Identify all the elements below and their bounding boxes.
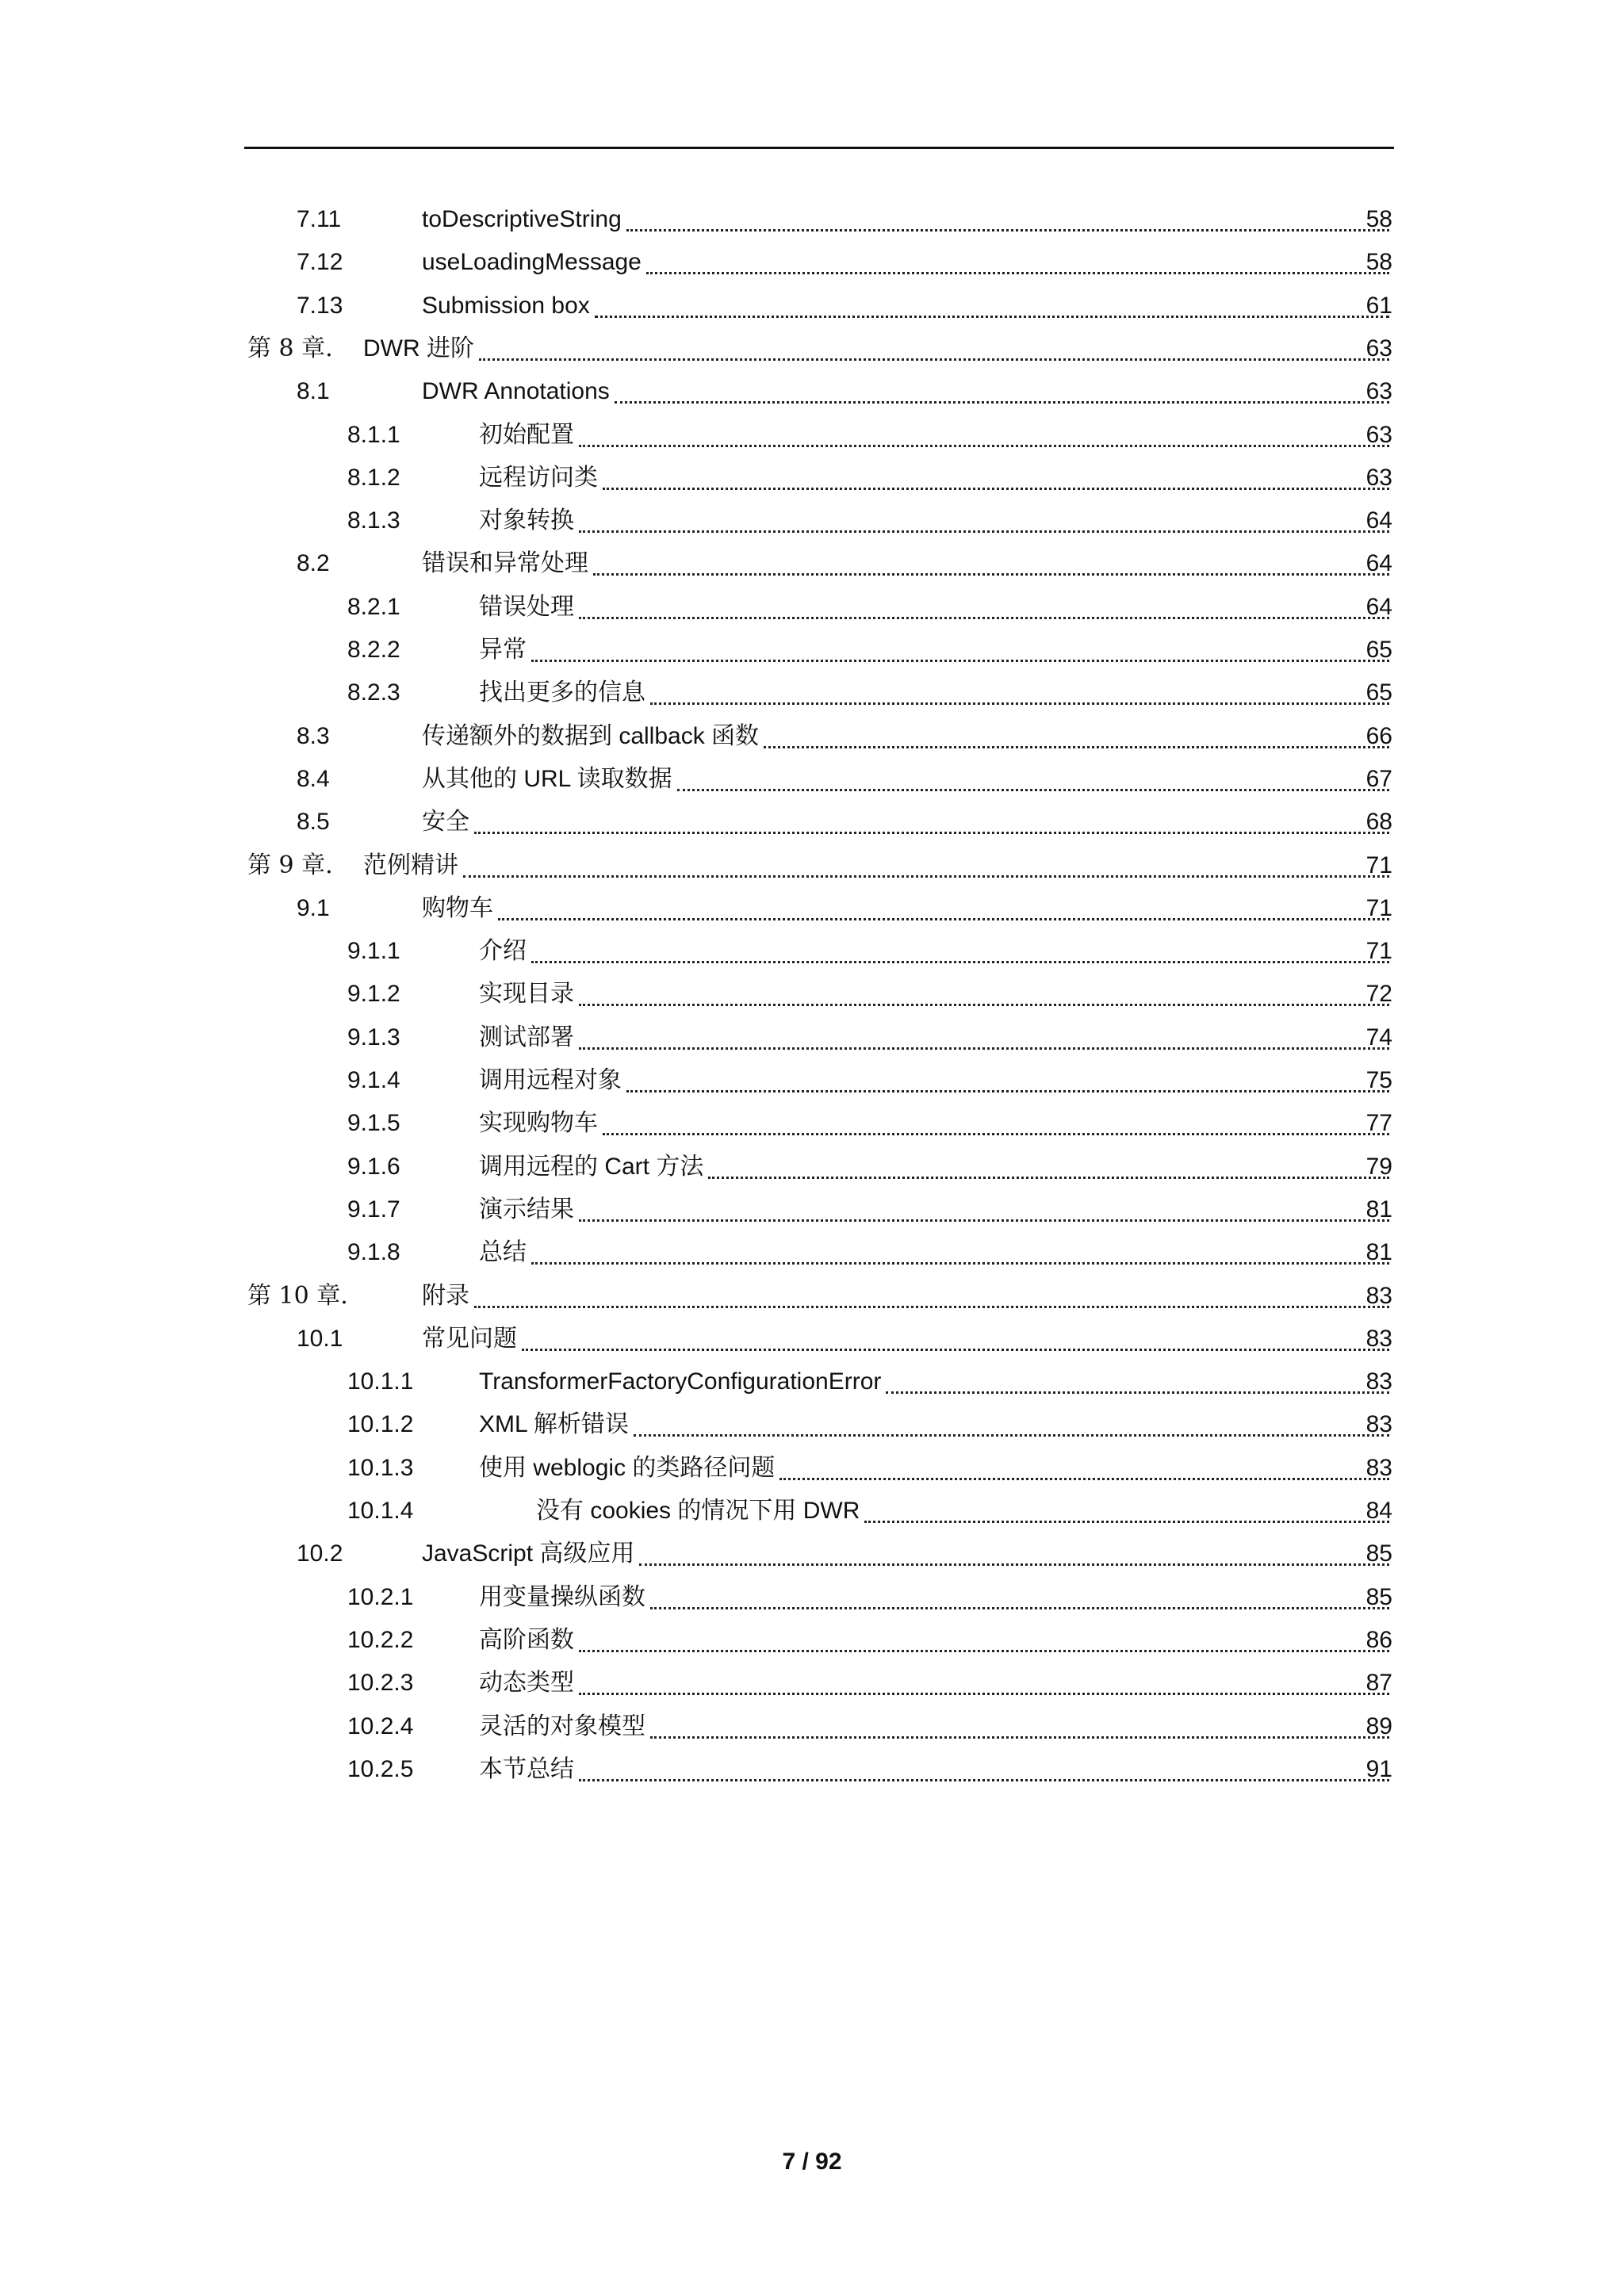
toc-entry-number: 第 8 章.: [247, 334, 333, 362]
toc-entry-page: 64: [1365, 593, 1392, 620]
toc-entry-title: 测试部署: [479, 1024, 574, 1050]
toc-entry-number: 8.1.2: [347, 464, 400, 491]
toc-entry-page: 75: [1365, 1067, 1392, 1093]
toc-entry-title: Submission box: [422, 292, 590, 319]
toc-entry-title: DWR 进阶: [363, 335, 474, 362]
toc-entry-title: 附录: [422, 1282, 469, 1309]
toc-entry[interactable]: [0, 542, 1624, 585]
toc-entry-number: 10.2.2: [347, 1626, 414, 1653]
toc-entry[interactable]: [0, 629, 1624, 672]
toc-entry[interactable]: [0, 844, 1624, 887]
toc-entry-title: 错误处理: [479, 593, 574, 620]
toc-entry-number: 10.2.4: [347, 1712, 414, 1739]
toc-entry-number: 8.5: [297, 809, 330, 836]
toc-entry-title: 没有 cookies 的情况下用 DWR: [536, 1498, 860, 1524]
toc-entry[interactable]: [0, 285, 1624, 327]
toc-entry-number: 9.1.3: [347, 1024, 400, 1050]
toc-entry[interactable]: [0, 241, 1624, 284]
toc-entry-title: 使用 weblogic 的类路径问题: [479, 1454, 776, 1481]
dot-leader: [595, 316, 1389, 318]
toc-entry[interactable]: [0, 801, 1624, 844]
toc-entry-page: 84: [1365, 1498, 1392, 1524]
toc-entry-number: 9.1.5: [347, 1110, 400, 1137]
toc-entry-number: 9.1.7: [347, 1196, 400, 1223]
dot-leader: [886, 1391, 1389, 1394]
dot-leader: [650, 1736, 1389, 1739]
toc-entry-page: 63: [1365, 464, 1392, 491]
toc-entry-number: 9.1.6: [347, 1153, 400, 1180]
toc-entry-page: 81: [1365, 1239, 1392, 1266]
toc-entry-title: XML 解析错误: [479, 1411, 629, 1438]
toc-entry-title: DWR Annotations: [422, 378, 610, 405]
dot-leader: [764, 746, 1389, 748]
toc-entry-number: 10.1.2: [347, 1411, 414, 1438]
toc-entry-page: 79: [1365, 1153, 1392, 1180]
dot-leader: [579, 1004, 1389, 1006]
dot-leader: [522, 1349, 1389, 1351]
toc-entry-page: 87: [1365, 1670, 1392, 1697]
dot-leader: [531, 1262, 1389, 1265]
toc-entry[interactable]: [0, 1231, 1624, 1274]
toc-entry-title: 实现购物车: [479, 1110, 598, 1137]
toc-entry-number: 8.2.1: [347, 593, 400, 620]
toc-entry[interactable]: [0, 887, 1624, 930]
toc-entry[interactable]: [0, 1748, 1624, 1791]
toc-entry-page: 72: [1365, 981, 1392, 1008]
toc-entry[interactable]: [0, 198, 1624, 241]
toc-entry[interactable]: [0, 672, 1624, 714]
dot-leader: [650, 702, 1389, 705]
toc-entry-page: 85: [1365, 1583, 1392, 1610]
toc-entry-title: JavaScript 高级应用: [422, 1540, 635, 1567]
toc-entry[interactable]: [0, 1447, 1624, 1490]
toc-entry-title: 常见问题: [422, 1325, 517, 1352]
toc-entry-title: 调用远程的 Cart 方法: [479, 1153, 704, 1180]
toc-entry[interactable]: [0, 1705, 1624, 1748]
dot-leader: [603, 488, 1389, 490]
toc-entry-page: 83: [1365, 1282, 1392, 1309]
toc-entry-title: 传递额外的数据到 callback 函数: [422, 722, 760, 749]
toc-entry-title: useLoadingMessage: [422, 249, 642, 276]
toc-entry-title: TransformerFactoryConfigurationError: [479, 1368, 882, 1395]
toc-entry-title: 初始配置: [479, 421, 574, 448]
toc-entry-title: 购物车: [422, 894, 493, 921]
toc-entry-title: 错误和异常处理: [422, 550, 588, 577]
dot-leader: [579, 1219, 1389, 1222]
toc-entry[interactable]: [0, 1662, 1624, 1705]
toc-entry-page: 71: [1365, 894, 1392, 921]
toc-entry-page: 91: [1365, 1755, 1392, 1782]
toc-entry-title: 实现目录: [479, 981, 574, 1008]
toc-entry-title: 远程访问类: [479, 464, 598, 491]
toc-entry-number: 9.1.4: [347, 1067, 400, 1093]
dot-leader: [579, 530, 1389, 533]
dot-leader: [579, 1650, 1389, 1652]
toc-entry[interactable]: [0, 1533, 1624, 1575]
toc-entry-number: 10.2: [297, 1540, 343, 1567]
toc-entry-title: 找出更多的信息: [479, 679, 645, 706]
dot-leader: [864, 1521, 1389, 1523]
toc-entry[interactable]: [0, 1318, 1624, 1360]
toc-entry[interactable]: [0, 327, 1624, 370]
toc-entry-page: 83: [1365, 1454, 1392, 1481]
toc-entry-title: 本节总结: [479, 1755, 574, 1782]
toc-entry-page: 74: [1365, 1024, 1392, 1050]
dot-leader: [579, 617, 1389, 619]
toc-entry-number: 8.1.1: [347, 421, 400, 448]
toc-entry-title: 高阶函数: [479, 1626, 574, 1653]
toc-entry-title: 用变量操纵函数: [479, 1583, 645, 1610]
toc-entry-page: 67: [1365, 765, 1392, 792]
toc-entry-page: 65: [1365, 637, 1392, 663]
page-number: 7 / 92: [782, 2149, 842, 2175]
toc-entry-number: 7.11: [297, 206, 342, 232]
toc-entry-title: 演示结果: [479, 1196, 574, 1223]
toc-entry[interactable]: [0, 1275, 1624, 1318]
toc-entry-number: 第 9 章.: [247, 851, 333, 879]
toc-entry-title: 介绍: [479, 938, 527, 965]
toc-entry[interactable]: [0, 1403, 1624, 1446]
dot-leader: [579, 1047, 1389, 1050]
toc-entry[interactable]: [0, 586, 1624, 629]
dot-leader: [626, 229, 1389, 232]
toc-entry[interactable]: [0, 1016, 1624, 1059]
toc-entry-page: 77: [1365, 1110, 1392, 1137]
toc-entry-number: 8.3: [297, 722, 330, 749]
toc-entry[interactable]: [0, 715, 1624, 758]
toc-entry-title: 范例精讲: [363, 851, 458, 878]
toc-entry-page: 63: [1365, 378, 1392, 405]
toc-entry-number: 10.1: [297, 1325, 343, 1352]
dot-leader: [650, 1607, 1389, 1609]
toc-entry[interactable]: [0, 973, 1624, 1016]
toc-entry-page: 86: [1365, 1626, 1392, 1653]
toc-entry-number: 9.1: [297, 894, 330, 921]
toc-entry-page: 68: [1365, 809, 1392, 836]
dot-leader: [603, 1133, 1389, 1135]
toc-entry-title: 对象转换: [479, 507, 574, 534]
toc-entry[interactable]: [0, 414, 1624, 457]
dot-leader: [579, 1779, 1389, 1781]
toc-entry[interactable]: [0, 499, 1624, 542]
toc-entry[interactable]: [0, 370, 1624, 413]
toc-entry-number: 8.2.2: [347, 637, 400, 663]
toc-entry-title: 调用远程对象: [479, 1067, 622, 1093]
toc-entry-page: 58: [1365, 206, 1392, 232]
toc-entry-number: 10.2.1: [347, 1583, 414, 1610]
toc-entry-number: 10.1.4: [347, 1498, 414, 1524]
toc-entry[interactable]: [0, 1576, 1624, 1619]
toc-entry-title: 异常: [479, 637, 527, 663]
toc-entry-page: 63: [1365, 335, 1392, 362]
dot-leader: [463, 875, 1389, 878]
toc-entry[interactable]: [0, 1188, 1624, 1231]
toc-entry[interactable]: [0, 1490, 1624, 1533]
toc-entry-number: 9.1.2: [347, 981, 400, 1008]
dot-leader: [639, 1563, 1389, 1566]
toc-entry-page: 89: [1365, 1712, 1392, 1739]
toc-entry-number: 10.2.3: [347, 1670, 414, 1697]
toc-entry-number: 8.4: [297, 765, 330, 792]
toc-entry-number: 8.1: [297, 378, 330, 405]
dot-leader: [615, 401, 1389, 404]
toc-entry-number: 10.1.3: [347, 1454, 414, 1481]
dot-leader: [634, 1434, 1389, 1437]
toc-entry-title: 灵活的对象模型: [479, 1712, 645, 1739]
toc-entry-number: 8.2.3: [347, 679, 400, 706]
dot-leader: [531, 961, 1389, 963]
toc-entry[interactable]: [0, 457, 1624, 499]
toc-entry[interactable]: [0, 1619, 1624, 1662]
toc-entry-page: 81: [1365, 1196, 1392, 1223]
toc-entry[interactable]: [0, 758, 1624, 801]
toc-entry-page: 83: [1365, 1368, 1392, 1395]
toc-entry[interactable]: [0, 1146, 1624, 1188]
toc-entry-number: 7.13: [297, 292, 343, 319]
toc-entry-number: 10.1.1: [347, 1368, 414, 1395]
toc-entry-number: 9.1.1: [347, 938, 400, 965]
toc-entry-page: 85: [1365, 1540, 1392, 1567]
toc-entry-number: 9.1.8: [347, 1239, 400, 1266]
dot-leader: [626, 1090, 1389, 1093]
dot-leader: [593, 573, 1389, 576]
toc-entry-page: 64: [1365, 550, 1392, 577]
toc-entry[interactable]: [0, 930, 1624, 973]
toc-entry-title: 动态类型: [479, 1670, 574, 1697]
toc-entry-page: 58: [1365, 249, 1392, 276]
toc-entry-page: 83: [1365, 1411, 1392, 1438]
dot-leader: [646, 272, 1389, 274]
header-rule: [244, 147, 1394, 149]
toc-entry[interactable]: [0, 1360, 1624, 1403]
toc-entry-number: 第 10 章.: [247, 1281, 348, 1310]
toc-entry[interactable]: [0, 1102, 1624, 1145]
toc-entry-page: 83: [1365, 1325, 1392, 1352]
toc-entry-title: 总结: [479, 1239, 527, 1266]
toc-entry-page: 71: [1365, 851, 1392, 878]
dot-leader: [779, 1478, 1389, 1480]
toc-entry-page: 66: [1365, 722, 1392, 749]
dot-leader: [579, 445, 1389, 447]
toc-entry[interactable]: [0, 1059, 1624, 1102]
toc-entry-number: 10.2.5: [347, 1755, 414, 1782]
toc-entry-title: 从其他的 URL 读取数据: [422, 765, 672, 792]
dot-leader: [498, 918, 1389, 920]
dot-leader: [474, 832, 1389, 834]
toc-entry-page: 61: [1365, 292, 1392, 319]
dot-leader: [479, 358, 1389, 361]
toc-entry-number: 8.1.3: [347, 507, 400, 534]
toc-entry-title: toDescriptiveString: [422, 206, 622, 232]
dot-leader: [677, 789, 1389, 791]
dot-leader: [708, 1177, 1389, 1179]
toc-entry-page: 65: [1365, 679, 1392, 706]
toc-entry-title: 安全: [422, 809, 469, 836]
toc-entry-page: 64: [1365, 507, 1392, 534]
toc-entry-page: 71: [1365, 938, 1392, 965]
toc-entry-number: 8.2: [297, 550, 330, 577]
dot-leader: [579, 1693, 1389, 1695]
toc-entry-page: 63: [1365, 421, 1392, 448]
toc-entry-number: 7.12: [297, 249, 343, 276]
dot-leader: [531, 660, 1389, 662]
dot-leader: [474, 1306, 1389, 1308]
